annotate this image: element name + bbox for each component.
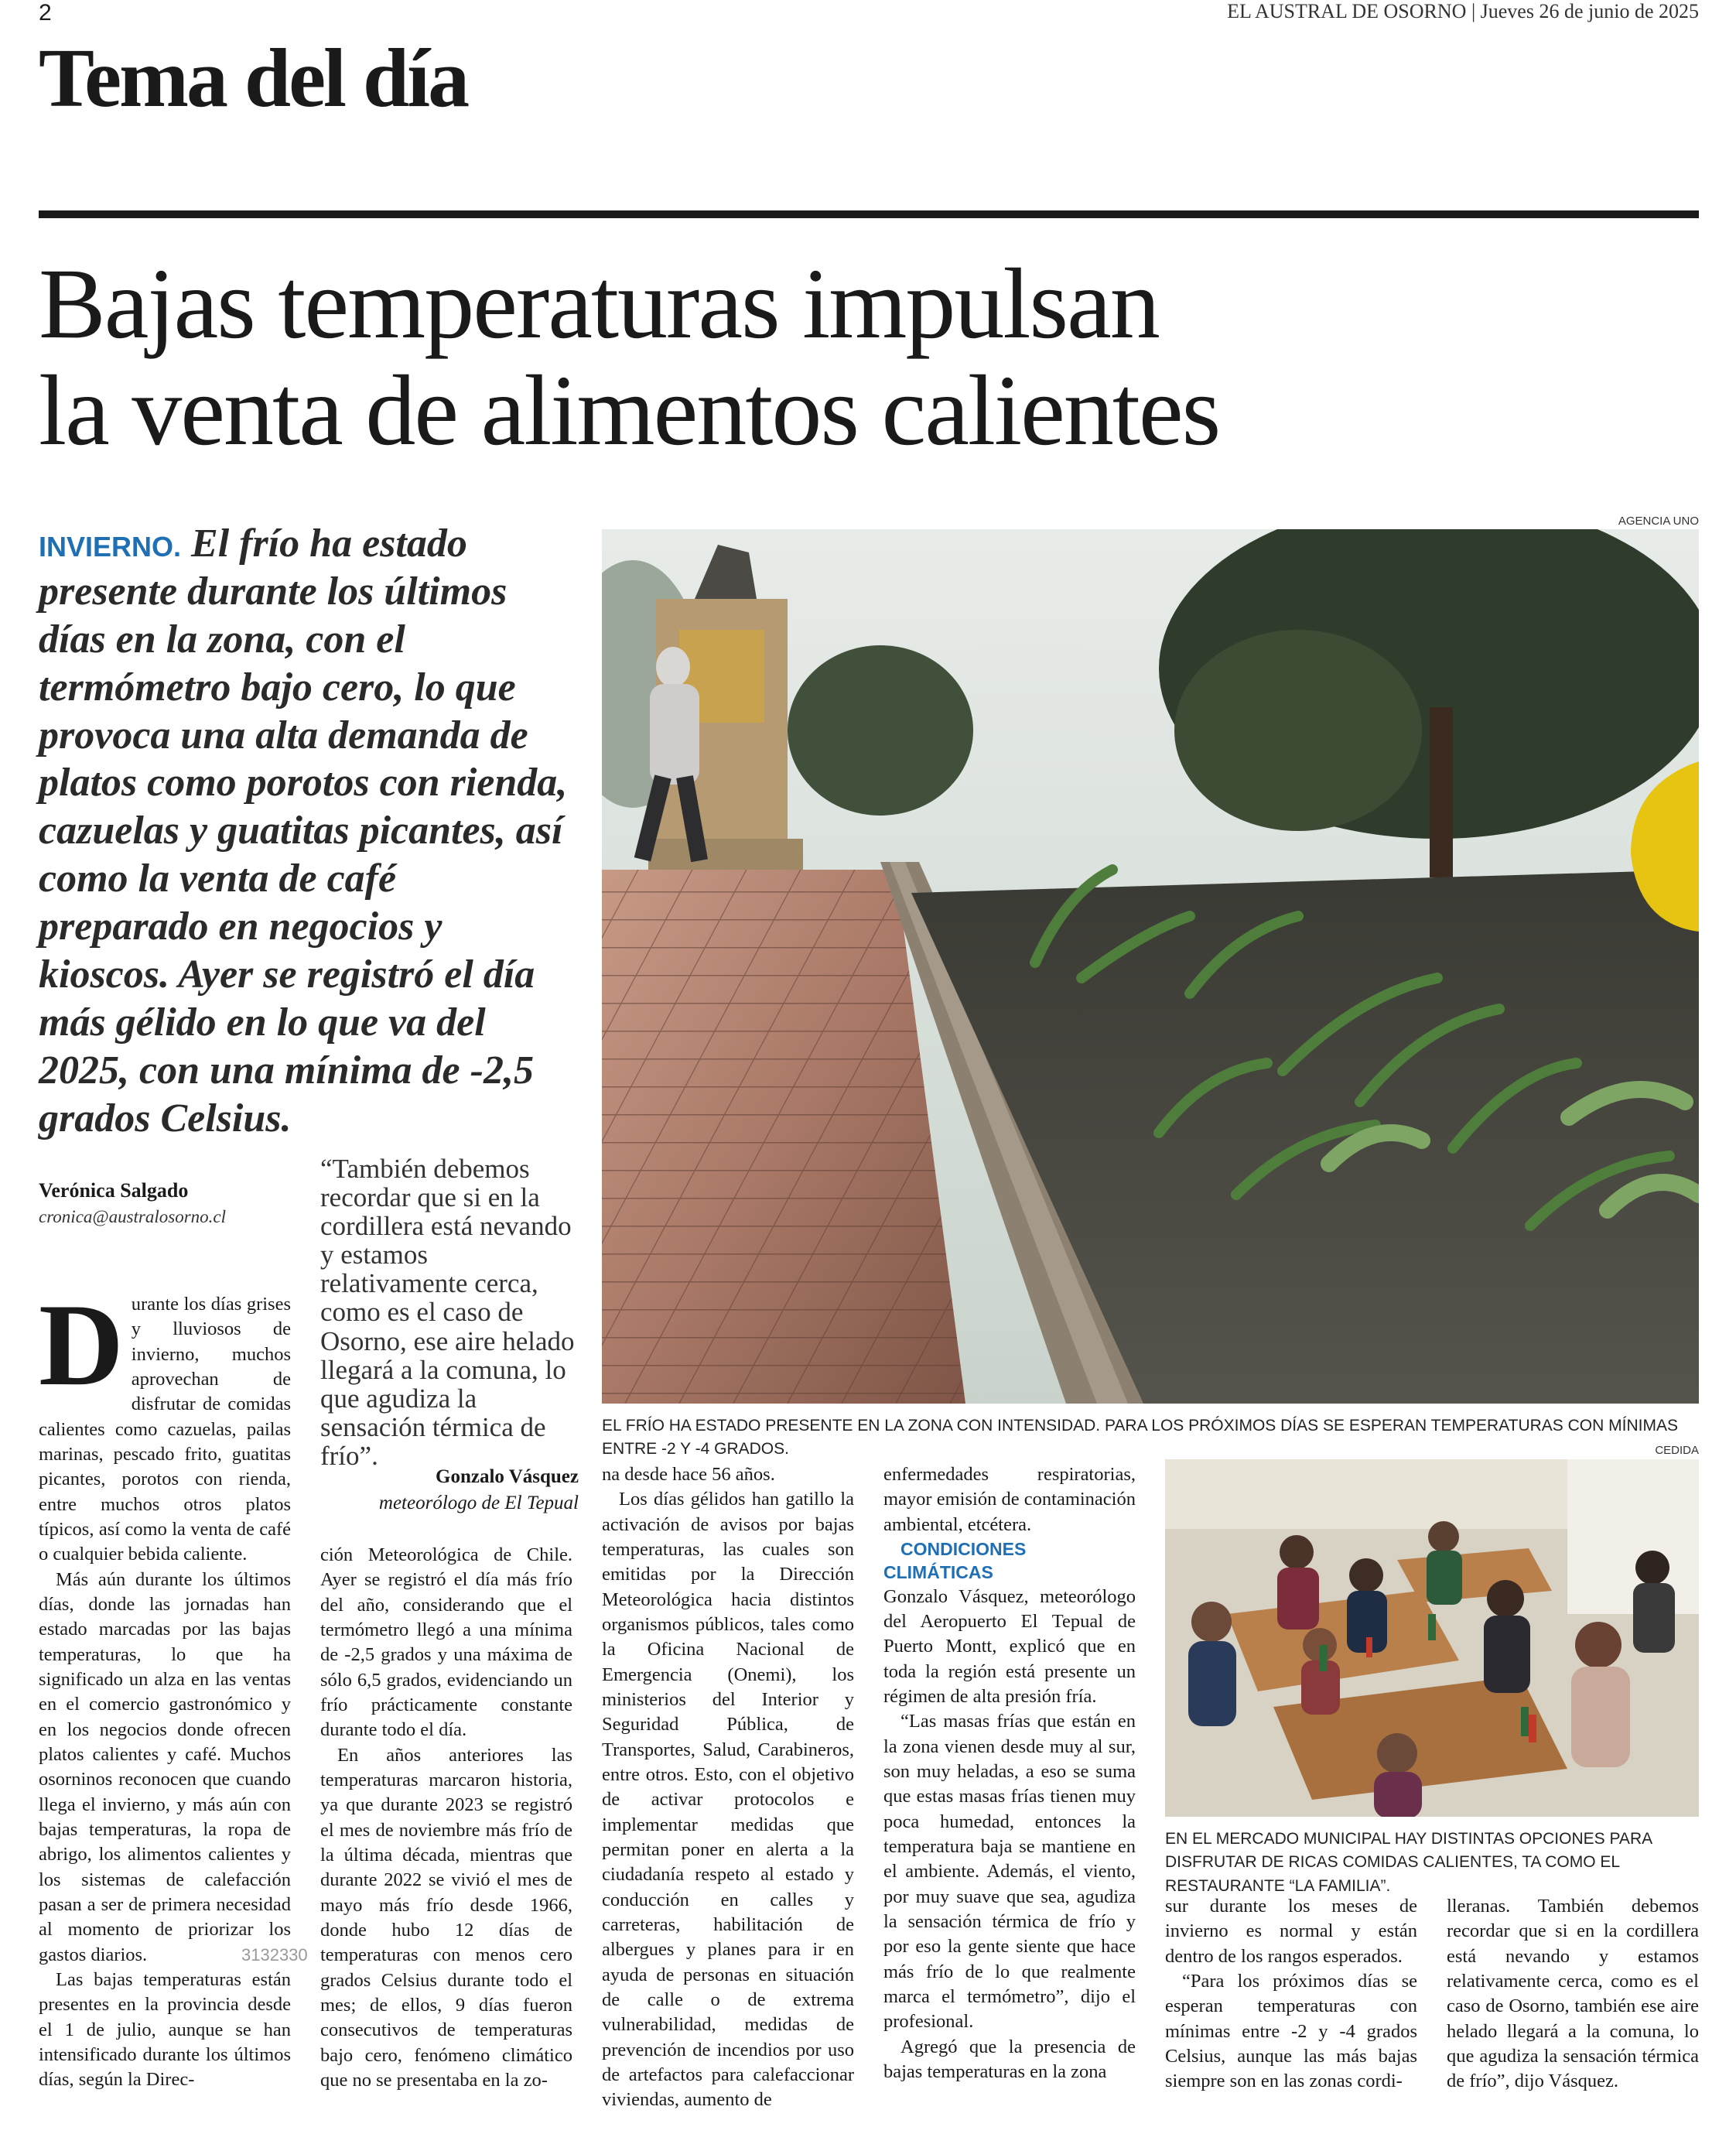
headline [39, 248, 1699, 467]
main-photo-caption: EL FRÍO HA ESTADO PRESENTE EN LA ZONA CON INTENSIDAD. PARA LOS PRÓXIMOS DÍAS SE ESPERAN TEMPERATURAS CON MÍNIMAS ENTRE -2 Y -4 GRADOS. [602, 1417, 1678, 1459]
second-photo-caption: EN EL MERCADO MUNICIPAL HAY DISTINTAS OPCIONES PARA DISFRUTAR DE RICAS COMIDAS CALIENTES, TA COMO EL RESTAURANTE “LA FAMILIA”. [1165, 1830, 1652, 1895]
drop-cap: D [39, 1280, 124, 1410]
col1-paragraph-2: Más aún durante los últimos días, donde las jornadas han estado marcadas por las bajas temperaturas, lo que ha significado un alza en las ventas en el comercio gastronómico y en los negocios donde ofrecen platos calientes y café. Muchos osorninos reconocen que cuando llega el invierno, y más aún con bajas temperaturas, la ropa de abrigo, los alimentos calientes y los sistemas de calefacción pasan a ser de primera necesidad al momento de priorizar los gastos diarios. [39, 1568, 291, 1965]
body-column-3 [602, 1462, 854, 2113]
lead-text: El frío ha estado presente durante los últimos días en la zona, con el termómetro bajo cero, lo que provoca una alta demanda de platos como porotos con rienda, cazuelas y guatitas picantes, así como la venta de café preparado en negocios y kioscos. Ayer se registró el día más gélido en lo que va del 2025, con una mínima de -2,5 grados Celsius. [39, 522, 568, 1140]
quote-source-name: Gonzalo Vásquez [436, 1466, 579, 1487]
section-title: Tema del día [39, 32, 468, 125]
watermark-number: 3132330 [241, 1945, 308, 1965]
col2-paragraph-1: ción Meteorológica de Chile. Ayer se registró el día más frío del año, considerando que el termómetro llegó a una mínima de -2,5 grados y una máxima de sólo 6,5 grados, evidenciando un frío prácticamente constante durante todo el día. [320, 1544, 572, 1741]
lead-kicker: INVIERNO. [39, 531, 182, 563]
col6-paragraph-1: lleranas. También debemos recordar que si en la cordillera está nevando y estamos relativamente cerca, como es el caso de Osorno, también ese aire helado llegará a la comuna, lo que agudiza la sensación térmica de frío”, dijo Vásquez. [1447, 1896, 1699, 2092]
col4-paragraph-3: “Las masas frías que están en la zona vienen desde muy al sur, son muy heladas, a eso se suma que estas masas frías tienen muy poca humedad, entonces la temperatura baja se mantiene en el ambiente. Además, el viento, por muy suave que sea, agudiza la sensación térmica de frío y por eso la gente siente que hace más frío de lo que realmente marca el termómetro”, dijo el profesional. [883, 1711, 1136, 2033]
subhead: CONDICIONES CLIMÁTICAS [883, 1538, 1027, 1583]
col4-paragraph-2: Gonzalo Vásquez, meteorólogo del Aeropuerto El Tepual de Puerto Montt, explicó que en toda la región está presente un régimen de alta presión fría. [883, 1585, 1136, 1708]
body-column-4 [883, 1462, 1136, 2084]
main-photo [602, 529, 1699, 1404]
main-photo-image [602, 529, 1699, 1404]
masthead: EL AUSTRAL DE OSORNO | Jueves 26 de junio de 2025 [1227, 0, 1699, 22]
col2-paragraph-2: En años anteriores las temperaturas marcaron historia, ya que durante 2023 se registró el mes de noviembre más frío de la última década, mientras que durante 2022 se vivió el mes de mayo más frío desde 1966, donde hubo 12 días de temperaturas con menos cero grados Celsius durante todo el mes; de ellos, 9 días fueron consecutivos de temperaturas bajo cero, fenómeno climático que no se presentaba en la zo- [320, 1744, 572, 2091]
col4-paragraph-1: enfermedades respiratorias, mayor emisión de contaminación ambiental, etcétera. [883, 1464, 1136, 1535]
lead-paragraph [39, 520, 572, 1142]
col5-paragraph-2: “Para los próximos días se esperan temperaturas con mínimas entre -2 y -4 grados Celsius, aunque las más bajas siempre son en las zonas cordi- [1165, 1970, 1417, 2092]
section-rule [39, 210, 1699, 218]
author-email[interactable]: cronica@australosorno.cl [39, 1207, 226, 1226]
col1-paragraph-1: urante los días grises y lluviosos de invierno, muchos aprovechan de disfrutar de comidas calientes como cazuelas, pailas marinas, pescado frito, guatitas picantes, porotos con rienda, entre muchos otros platos típicos, así como la venta de café o cualquier bebida caliente. [39, 1294, 291, 1565]
body-column-6 [1447, 1894, 1699, 2095]
main-photo-credit: AGENCIA UNO [1618, 515, 1699, 528]
quote-source [320, 1464, 579, 1517]
col1-paragraph-3: Las bajas temperaturas están presentes en la provincia desde el 1 de julio, aunque se han intensificado durante los últimos días, según la Direc- [39, 1968, 291, 2091]
headline-line-1: Bajas temperaturas impulsan [39, 248, 1159, 360]
body-column-1 [39, 1280, 291, 2093]
body-column-5 [1165, 1894, 1417, 2095]
quote-source-role: meteorólogo de El Tepual [378, 1492, 579, 1513]
second-photo [1165, 1459, 1699, 1817]
col4-paragraph-4: Agregó que la presencia de bajas temperaturas en la zona [883, 2036, 1136, 2082]
page-number: 2 [39, 0, 52, 26]
body-column-2 [320, 1543, 572, 2093]
second-photo-image [1165, 1459, 1699, 1817]
author-name: Verónica Salgado [39, 1179, 189, 1202]
col3-paragraph-2: Los días gélidos han gatillo la activación de avisos por bajas temperaturas, las cuales son emitidas por la Dirección Meteorológica hacia distintos organismos públicos, tales como la Oficina Nacional de Emergencia (Onemi), los ministerios del Interior y Seguridad Pública, de Transportes, Salud, Carabineros, entre otros. Esto, con el objetivo de activar protocolos e implementar medidas que permitan poner en alerta a la ciudadanía respeto al estado y conducción en calles y carreteras, habilitación de albergues y planes para ir en ayuda de personas en situación de calle o de extrema vulnerabilidad, medidas de prevención de incendios por uso de artefactos para calefaccionar viviendas, aumento de [602, 1489, 854, 2111]
col5-paragraph-1: sur durante los meses de invierno es normal y están dentro de los rangos esperados. [1165, 1896, 1417, 1967]
pull-quote: “También debemos recordar que si en la cordillera está nevando y estamos relativamente cerca, como es el caso de Osorno, ese aire helado llegará a la comuna, lo que agudiza la sensación térmica de frío”. [320, 1154, 575, 1471]
second-photo-credit: CEDIDA [1655, 1444, 1699, 1457]
headline-line-2: la venta de alimentos calientes [39, 354, 1220, 467]
col3-paragraph-1: na desde hace 56 años. [602, 1464, 775, 1485]
byline [39, 1179, 317, 1227]
